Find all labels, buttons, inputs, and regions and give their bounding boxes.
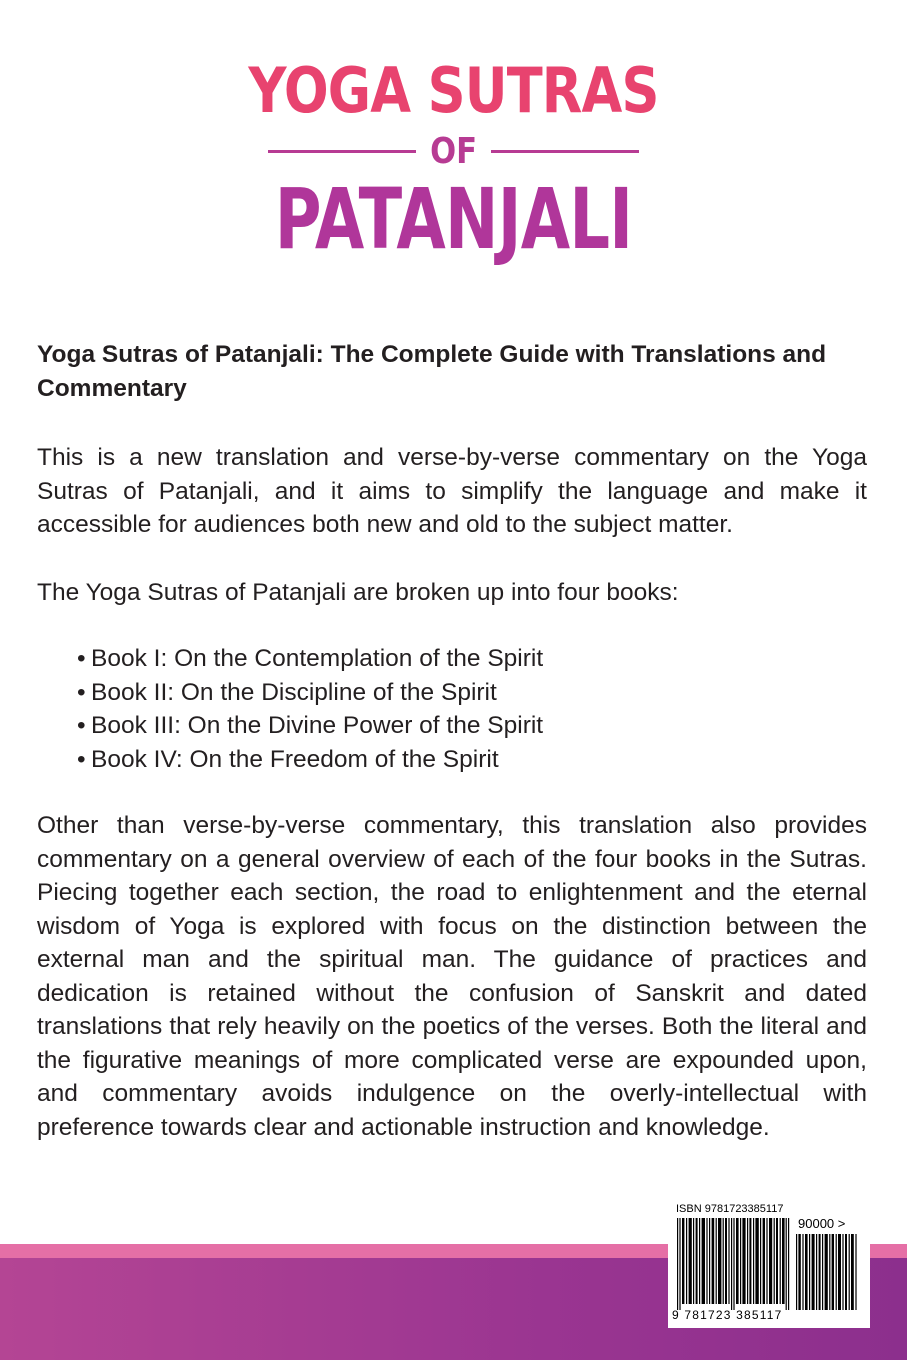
isbn-label: ISBN 9781723385117 — [676, 1203, 784, 1215]
intro-paragraph: This is a new translation and verse-by-verse commentary on the Yoga Sutras of Patanjali, and it aims to simplify the language and make it accessible for audiences both new and old to the subject matter. — [37, 444, 867, 538]
book-title — [0, 54, 907, 268]
back-cover-text — [37, 338, 867, 1144]
bullet-icon: • — [77, 645, 86, 672]
list-item: • Book I: On the Contemplation of the Spirit — [77, 642, 867, 676]
bullet-icon: • — [77, 712, 86, 739]
list-item: • Book II: On the Discipline of the Spirit — [77, 676, 867, 710]
bullet-icon: • — [77, 678, 86, 706]
title-line-yoga-sutras: YOGA SUTRAS — [248, 54, 659, 127]
barcode-digits: 9 781723 385117 — [672, 1308, 783, 1322]
title-rule-right — [491, 150, 639, 153]
body-paragraph: Other than verse-by-verse commentary, this translation also provides commentary on a general overview of each of the four books in the Sutras. Piecing together each section, the road to enlightenment and the eternal wisdom of Yoga is explored with focus on the distinction between the external man and the spiritual man. The guidance of practices and dedication is retained without the confusion of Sanskrit and dated translations that rely heavily on the poetics of the verses. Both the literal and the figurative meanings of more complicated verse are expounded upon, and commentary avoids indulgence on the overly-intellectual with preference towards clear and actionable instruction and knowledge. — [37, 812, 867, 1141]
book-list — [37, 642, 867, 776]
books-intro: The Yoga Sutras of Patanjali are broken up into four books: — [37, 578, 679, 606]
list-item: • Book III: On the Divine Power of the Spirit — [77, 709, 867, 743]
title-line-patanjali: PATANJALI — [274, 170, 633, 268]
title-of-row — [0, 129, 907, 173]
subtitle: Yoga Sutras of Patanjali: The Complete Guide with Translations and Commentary — [37, 341, 827, 402]
title-rule-left — [268, 150, 416, 153]
barcode — [668, 1198, 870, 1328]
list-item: • Book IV: On the Freedom of the Spirit — [77, 743, 867, 777]
barcode-addon-bars-icon — [796, 1234, 858, 1310]
bullet-icon: • — [77, 745, 86, 773]
title-line-of: OF — [430, 130, 477, 172]
price-code: 90000 > — [798, 1216, 846, 1231]
barcode-bars-icon — [677, 1218, 791, 1310]
